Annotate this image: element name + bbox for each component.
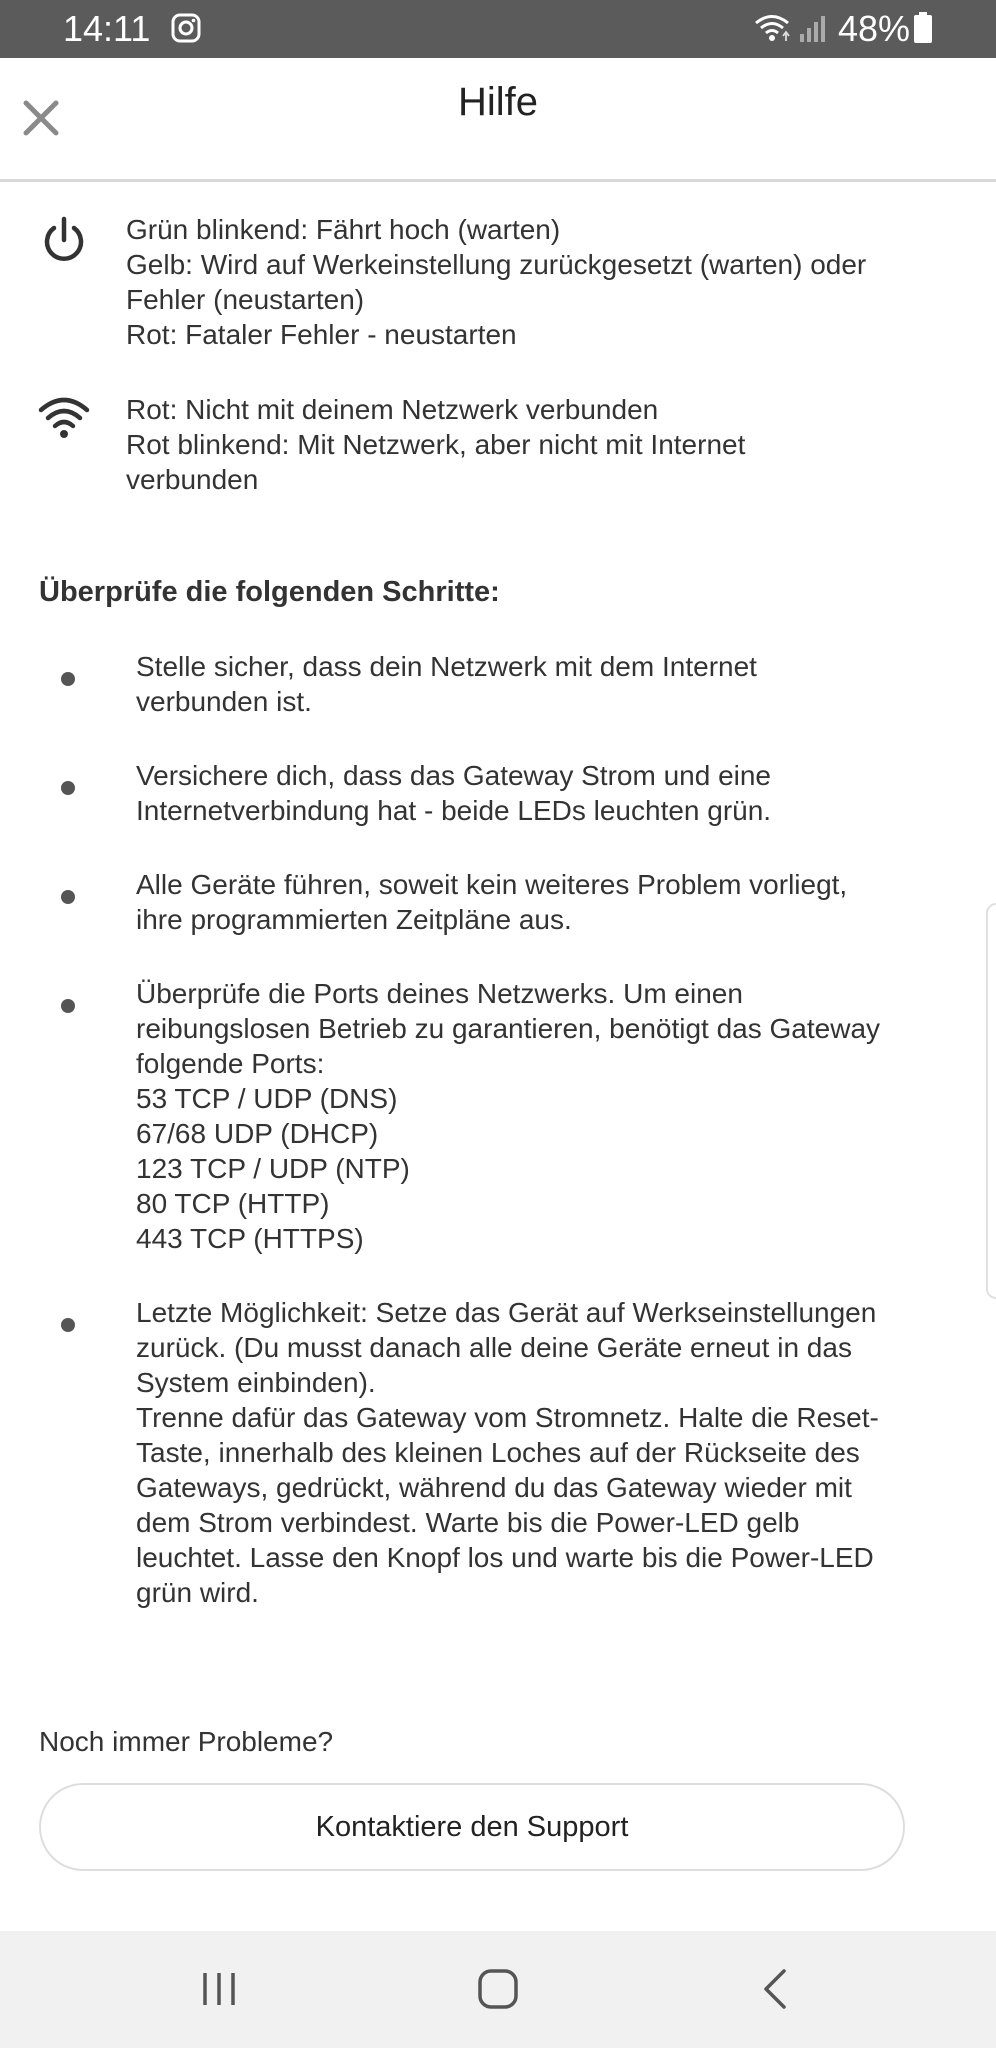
step-line: Internetverbindung hat - beide LEDs leuchten grün. bbox=[136, 795, 772, 826]
wifi-led-line: verbunden bbox=[126, 464, 259, 495]
bullet-icon bbox=[61, 1318, 75, 1332]
step-line: grün wird. bbox=[136, 1577, 259, 1608]
step-line: ihre programmierten Zeitpläne aus. bbox=[136, 904, 572, 935]
step-line: leuchtet. Lasse den Knopf los und warte bis die Power-LED bbox=[136, 1542, 874, 1573]
power-led-line: Gelb: Wird auf Werkeinstellung zurückgesetzt (warten) oder bbox=[126, 249, 867, 280]
recent-apps-icon[interactable] bbox=[195, 1965, 243, 2013]
step-line: Alle Geräte führen, soweit kein weiteres Problem vorliegt, bbox=[136, 869, 848, 900]
step-line: Versichere dich, dass das Gateway Strom und eine bbox=[136, 760, 772, 791]
bullet-icon bbox=[61, 781, 75, 795]
step-line: 67/68 UDP (DHCP) bbox=[136, 1118, 379, 1149]
step-line: Stelle sicher, dass dein Netzwerk mit dem Internet bbox=[136, 651, 757, 682]
power-led-text bbox=[126, 212, 956, 352]
step-line: dem Strom verbindest. Warte bis die Power-LED gelb bbox=[136, 1507, 800, 1538]
bullet-icon bbox=[61, 890, 75, 904]
step-line: Trenne dafür das Gateway vom Stromnetz. Halte die Reset- bbox=[136, 1402, 879, 1433]
contact-support-button[interactable]: Kontaktiere den Support bbox=[39, 1783, 905, 1871]
battery-icon bbox=[913, 12, 933, 44]
power-led-line: Fehler (neustarten) bbox=[126, 284, 365, 315]
step-line: Überprüfe die Ports deines Netzwerks. Um einen bbox=[136, 978, 743, 1009]
step-line: 443 TCP (HTTPS) bbox=[136, 1223, 364, 1254]
wifi-led-line: Rot blinkend: Mit Netzwerk, aber nicht mit Internet bbox=[126, 429, 746, 460]
bullet-icon bbox=[61, 672, 75, 686]
status-bar bbox=[0, 0, 996, 58]
step-line: Taste, innerhalb des kleinen Loches auf der Rückseite des bbox=[136, 1437, 860, 1468]
instagram-icon bbox=[170, 12, 202, 44]
step-text bbox=[136, 1295, 966, 1610]
steps-title: Überprüfe die folgenden Schritte: bbox=[39, 576, 500, 608]
step-text bbox=[136, 976, 966, 1256]
status-time: 14:11 bbox=[63, 8, 151, 49]
wifi-led-text bbox=[126, 392, 956, 497]
step-text bbox=[136, 867, 966, 937]
wifi-icon bbox=[752, 12, 792, 44]
step-text bbox=[136, 649, 966, 719]
navigation-bar bbox=[0, 1931, 996, 2048]
step-text bbox=[136, 758, 966, 828]
step-line: 53 TCP / UDP (DNS) bbox=[136, 1083, 398, 1114]
header bbox=[0, 58, 996, 182]
power-led-line: Grün blinkend: Fährt hoch (warten) bbox=[126, 214, 561, 245]
battery-percentage: 48% bbox=[838, 8, 911, 49]
power-icon bbox=[38, 214, 90, 266]
step-line: zurück. (Du musst danach alle deine Geräte erneut in das bbox=[136, 1332, 852, 1363]
back-icon[interactable] bbox=[752, 1965, 800, 2013]
step-line: 80 TCP (HTTP) bbox=[136, 1188, 330, 1219]
support-question: Noch immer Probleme? bbox=[39, 1726, 334, 1757]
step-line: 123 TCP / UDP (NTP) bbox=[136, 1153, 410, 1184]
step-line: folgende Ports: bbox=[136, 1048, 325, 1079]
home-icon[interactable] bbox=[474, 1965, 522, 2013]
bullet-icon bbox=[61, 999, 75, 1013]
wifi-icon bbox=[38, 392, 90, 444]
step-line: Gateways, gedrückt, während du das Gateway wieder mit bbox=[136, 1472, 852, 1503]
scroll-handle[interactable] bbox=[986, 903, 996, 1299]
step-line: Letzte Möglichkeit: Setze das Gerät auf Werkseinstellungen bbox=[136, 1297, 877, 1328]
wifi-led-line: Rot: Nicht mit deinem Netzwerk verbunden bbox=[126, 394, 659, 425]
power-led-line: Rot: Fataler Fehler - neustarten bbox=[126, 319, 517, 350]
step-line: System einbinden). bbox=[136, 1367, 376, 1398]
step-line: verbunden ist. bbox=[136, 686, 312, 717]
signal-icon bbox=[798, 14, 828, 42]
page-title: Hilfe bbox=[457, 80, 539, 124]
step-line: reibungslosen Betrieb zu garantieren, benötigt das Gateway bbox=[136, 1013, 881, 1044]
